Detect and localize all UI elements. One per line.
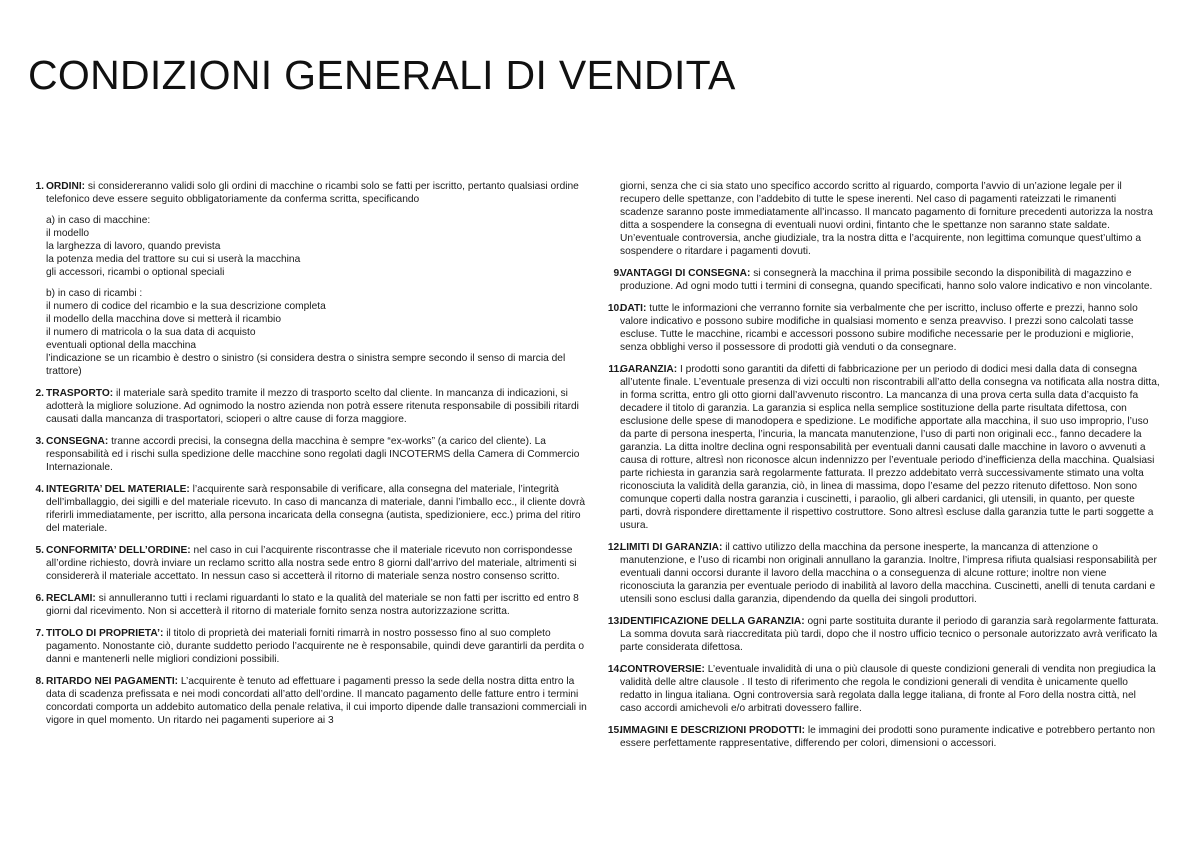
clause-number: 5.	[35, 545, 44, 556]
clause-number: 1.	[35, 181, 44, 192]
clause-garanzia	[602, 363, 1160, 532]
clause-number: 13.	[607, 616, 622, 627]
clause-immagini-descrizioni	[602, 724, 1160, 750]
clause-trasporto	[28, 387, 588, 426]
clause-number: 4.	[35, 484, 44, 495]
clause-text: il titolo di proprietà dei materiali forniti rimarrà in nostro possesso fino al suo completo pagamento. Nonostante ciò, durante suddetto periodo l’acquirente ne è responsabile, quindi deve garantirli da perdita o danni e mantenerli nelle migliori condizioni possibili.	[46, 628, 585, 665]
clause-heading: TRASPORTO:	[46, 388, 114, 399]
clause-heading: GARANZIA:	[620, 364, 678, 375]
clause-number: 11.	[608, 364, 622, 375]
clause-text: si consegnerà la macchina il prima possibile secondo la disponibilità di magazzino e produzione. Ad ogni modo tutti i termini di consegna, quando specificati, hanno solo valore indicativo e non vincolante.	[620, 268, 1153, 292]
list-item: gli accessori, ricambi o optional speciali	[46, 267, 225, 278]
list-item: la larghezza di lavoro, quando prevista	[46, 241, 221, 252]
clause-controversie	[602, 663, 1160, 715]
clause-number: 12.	[607, 542, 622, 553]
clause-text: ogni parte sostituita durante il periodo di garanzia sarà regolarmente fatturata. La somma dovuta sarà riaccreditata più tardi, dopo che il nostro ufficio tecnico o personale autorizzato avrà verificato la parte considerata difettosa.	[620, 616, 1159, 653]
clause-heading: VANTAGGI DI CONSEGNA:	[620, 268, 751, 279]
clause-number: 3.	[35, 436, 44, 447]
list-item: il numero di codice del ricambio e la sua descrizione completa	[46, 301, 326, 312]
clause-number: 8.	[35, 676, 44, 687]
clause-heading: CONFORMITA’ DELL’ORDINE:	[46, 545, 191, 556]
clause-heading: DATI:	[620, 303, 647, 314]
clause-ritardo-pagamenti-continued	[602, 180, 1160, 258]
clause-ritardo-pagamenti	[28, 675, 588, 727]
clause-text: I prodotti sono garantiti da difetti di fabbricazione per un periodo di dodici mesi dalla data di consegna all’utente finale. L’eventuale presenza di vizi occulti non riscontrabili all’atto della consegna va notificata alla nostra ditta, in forma scritta, entro gli otto giorni dall’avvenuto riscontro. La mancanza di una prova certa sulla data d’acquisto fa decadere il titolo di garanzia. La garanzia si esplica nella semplice sostituzione della parte risultata difettosa, con esclusione delle spese di manodopera e spedizione. Le modifiche apportate alla macchina, il suo uso improprio, l’uso da parte di persona inesperta, l’incuria, la mancata manutenzione, l’uso di parti non originali ecc., fanno decadere la garanzia. La ditta inoltre declina ogni responsabilità per eventuali danni causati dalle macchine in lavoro o avvenuti a causa di rotture, altresì non riconosce alcun indennizzo per l’eventuale periodo d’inefficienza della macchina. Qualsiasi parte richiesta in garanzia sarà regolarmente fatturata. Il prezzo addebitato verrà successivamente stimato una volta riconosciuta la validità della garanzia, ciò, in linea di massima, dopo l’esame del pezzo ritenuto difettoso. Non sono comunque coperti dalla nostra garanzia i cuscinetti, i paraolio, gli alberi cardanici, gli utensili, in quanto, per queste parti, dovrà rispondere direttamente il rispettivo costruttore. Sono altresì escluse dalla garanzia tutte le parti soggette a usura.	[620, 364, 1160, 531]
list-title: a) in caso di macchine:	[46, 215, 151, 226]
clause-number: 15.	[607, 725, 622, 736]
machine-order-list	[46, 214, 588, 378]
clause-number: 9.	[613, 268, 622, 279]
clause-heading: IMMAGINI E DESCRIZIONI PRODOTTI:	[620, 725, 806, 736]
left-column	[28, 180, 588, 736]
clause-ordini	[28, 180, 588, 378]
list-item: l’indicazione se un ricambio è destro o sinistro (si considera destra o sinistra sempre secondo il senso di marcia del trattore)	[46, 353, 566, 377]
clause-conformita	[28, 544, 588, 583]
clause-text: L’eventuale invalidità di una o più clausole di queste condizioni generali di vendita non pregiudica la validità delle altre clausole . Il testo di riferimento che regola le condizioni generali di vendita è unicamente quello redatto in lingua italiana. Ogni controversia sarà regolata dalla legge italiana, di fronte al Foro della nostra città, nel caso accordi amichevoli e/o arbitrati dovessero fallire.	[620, 664, 1156, 714]
clause-text: si considereranno validi solo gli ordini di macchine o ricambi solo se fatti per iscritto, pertanto qualsiasi ordine telefonico deve essere seguito obbligatoriamente da conferma scritta, specificando	[46, 181, 579, 205]
clause-limiti-garanzia	[602, 541, 1160, 606]
clause-text: tutte le informazioni che verranno fornite sia verbalmente che per iscritto, incluso offerte e prezzi, hanno solo valore indicativo e possono subire modifiche in qualsiasi momento e senza preavviso. I prezzi sono calcolati tasse escluse. Tutte le macchine, ricambi e accessori possono subire modifiche necessarie per le produzioni e migliorie, senza obblighi verso il possessore di prodotti già venduti o da consegnare.	[620, 303, 1138, 353]
clause-heading: IDENTIFICAZIONE DELLA GARANZIA:	[620, 616, 805, 627]
clause-text: nel caso in cui l’acquirente riscontrasse che il materiale ricevuto non corrispondesse all’ordine richiesto, dovrà inviare un reclamo scritto alla nostra sede entro 8 giorni dall’arrivo del materiale, altrimenti si considererà il materiale accettato. In nessun caso si accetterà il ritorno di materiale senza nostro consenso scritto.	[46, 545, 577, 582]
list-item: la potenza media del trattore su cui si userà la macchina	[46, 254, 301, 265]
clause-text: si annulleranno tutti i reclami riguardanti lo stato e la qualità del materiale se non fatti per iscritto ed entro 8 giorni dal ricevimento. Non si accetterà il ritorno di materiale fornito senza nostra autorizzazione scritta.	[46, 593, 579, 617]
clause-number: 7.	[35, 628, 44, 639]
clause-heading: TITOLO DI PROPRIETA’:	[46, 628, 164, 639]
right-column	[602, 180, 1160, 759]
clause-text: l’acquirente sarà responsabile di verificare, alla consegna del materiale, l’integrità dell’imballaggio, dei sigilli e del materiale ricevuto. In caso di mancanza di materiale, danni l’imballo ecc., il cliente dovrà riferirli immediatamente, per iscritto, alla persona incaricata della consegna (autista, spedizioniere, ecc.) prima del ritiro del materiale.	[46, 484, 586, 534]
list-title: b) in caso di ricambi :	[46, 288, 143, 299]
list-item: eventuali optional della macchina	[46, 340, 197, 351]
clause-consegna	[28, 435, 588, 474]
clause-number: 6.	[35, 593, 44, 604]
clause-text: il materiale sarà spedito tramite il mezzo di trasporto scelto dal cliente. In mancanza di indicazioni, si adotterà la migliore soluzione. Ad ognimodo la nostro azienda non potrà essere ritenuta responsabile di possibili ritardi causati dalla mancanza di trasportatori, scioperi o altre cause di forza maggiore.	[46, 388, 579, 425]
clause-number: 10.	[607, 303, 622, 314]
clause-vantaggi-consegna	[602, 267, 1160, 293]
clause-heading: INTEGRITA’ DEL MATERIALE:	[46, 484, 190, 495]
clause-reclami	[28, 592, 588, 618]
clause-heading: RECLAMI:	[46, 593, 96, 604]
clause-heading: CONTROVERSIE:	[620, 664, 705, 675]
page-title: CONDIZIONI GENERALI DI VENDITA	[28, 52, 736, 98]
list-item: il modello	[46, 228, 90, 239]
clause-text: le immagini dei prodotti sono puramente indicative e potrebbero pertanto non essere perfettamente rappresentative, differendo per colori, dimensioni o accessori.	[620, 725, 1156, 749]
clause-text: L’acquirente è tenuto ad effettuare i pagamenti presso la sede della nostra ditta entro la data di scadenza prefissata e nei modi concordati all’atto dell’ordine. Il mancato pagamento delle fatture entro i termini concordati comporta un addebito automatico della penale relativa, il cui importo dipende dalle transazioni commerciali in vigore in quel momento. Un ritardo nei pagamenti superiore ai 3	[46, 676, 587, 726]
clause-text: tranne accordi precisi, la consegna della macchina è sempre “ex-works” (a carico del cliente). La responsabilità ed i rischi sulla spedizione delle macchine sono regolati dagli INCOTERMS della Camera di Commercio Internazionale.	[46, 436, 580, 473]
clause-heading: LIMITI DI GARANZIA:	[620, 542, 723, 553]
clause-heading: RITARDO NEI PAGAMENTI:	[46, 676, 179, 687]
clause-number: 2.	[35, 388, 44, 399]
list-item: il numero di matricola o la sua data di acquisto	[46, 327, 256, 338]
clause-integrita	[28, 483, 588, 535]
clause-identificazione-garanzia	[602, 615, 1160, 654]
clause-text: il cattivo utilizzo della macchina da persone inesperte, la mancanza di attenzione o manutenzione, e l’uso di ricambi non originali annullano la garanzia. Inoltre, l’impresa rifiuta qualsiasi responsabilità per eventuali danni occorsi durante il lavoro della macchina o a conseguenza di alcune rotture; inoltre non viene riconosciuta la garanzia per eventuale periodo di inabilità al lavoro della macchina. Cuscinetti, anelli di tenuta cardani e utensili sono esclusi dalla garanzia, dipendendo da quella dei singoli produttori.	[620, 542, 1157, 605]
clause-number: 14.	[607, 664, 622, 675]
clause-heading: CONSEGNA:	[46, 436, 109, 447]
list-item: il modello della macchina dove si metterà il ricambio	[46, 314, 281, 325]
clause-titolo-proprieta	[28, 627, 588, 666]
clause-dati	[602, 302, 1160, 354]
clause-heading: ORDINI:	[46, 181, 86, 192]
clause-text: giorni, senza che ci sia stato uno specifico accordo scritto al riguardo, comporta l’avvio di un’azione legale per il recupero delle spettanze, con l’addebito di tutte le spese inerenti. Nel caso di pagamenti rateizzati le rimanenti scadenze saranno poste immediatamente all’incasso. Il mancato pagamento di forniture precedenti autorizza la nostra ditta a sospendere la consegna di eventuali nuovi ordini, fintanto che le spettanze non saranno state saldate. Un’eventuale controversia, anche giudiziale, tra la nostra ditta e l’acquirente, non legittima comunque quest’ultimo a sospendere o ritardare i pagamenti dovuti.	[620, 181, 1153, 257]
